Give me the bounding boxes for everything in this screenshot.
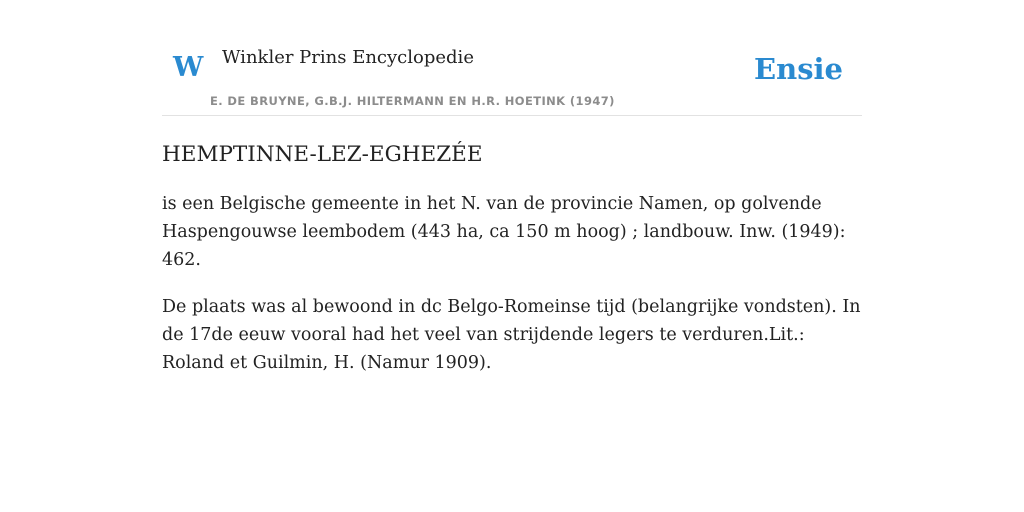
- ensie-logo-link[interactable]: Ensie: [754, 52, 843, 86]
- entry-paragraph: is een Belgische gemeente in het N. van de provincie Namen, op golvende Haspengouwse leembodem (443 ha, ca 150 m hoog) ; landbouw. Inw. (1949): 462.: [162, 194, 846, 270]
- entry-paragraph: De plaats was al bewoond in dc Belgo-Romeinse tijd (belangrijke vondsten). In de 17de eeuw vooral had het veel van strijdende legers te verduren.Lit.: Roland et Guilmin, H. (Namur 1909).: [162, 297, 861, 373]
- book-authors: E. DE BRUYNE, G.B.J. HILTERMANN EN H.R. HOETINK (1947): [210, 94, 615, 108]
- book-header: [162, 0, 862, 116]
- book-logo-link[interactable]: W: [173, 52, 204, 83]
- entry-title: HEMPTINNE-LEZ-EGHEZÉE: [162, 142, 483, 167]
- page-container: [162, 0, 862, 377]
- book-title[interactable]: Winkler Prins Encyclopedie: [222, 47, 474, 68]
